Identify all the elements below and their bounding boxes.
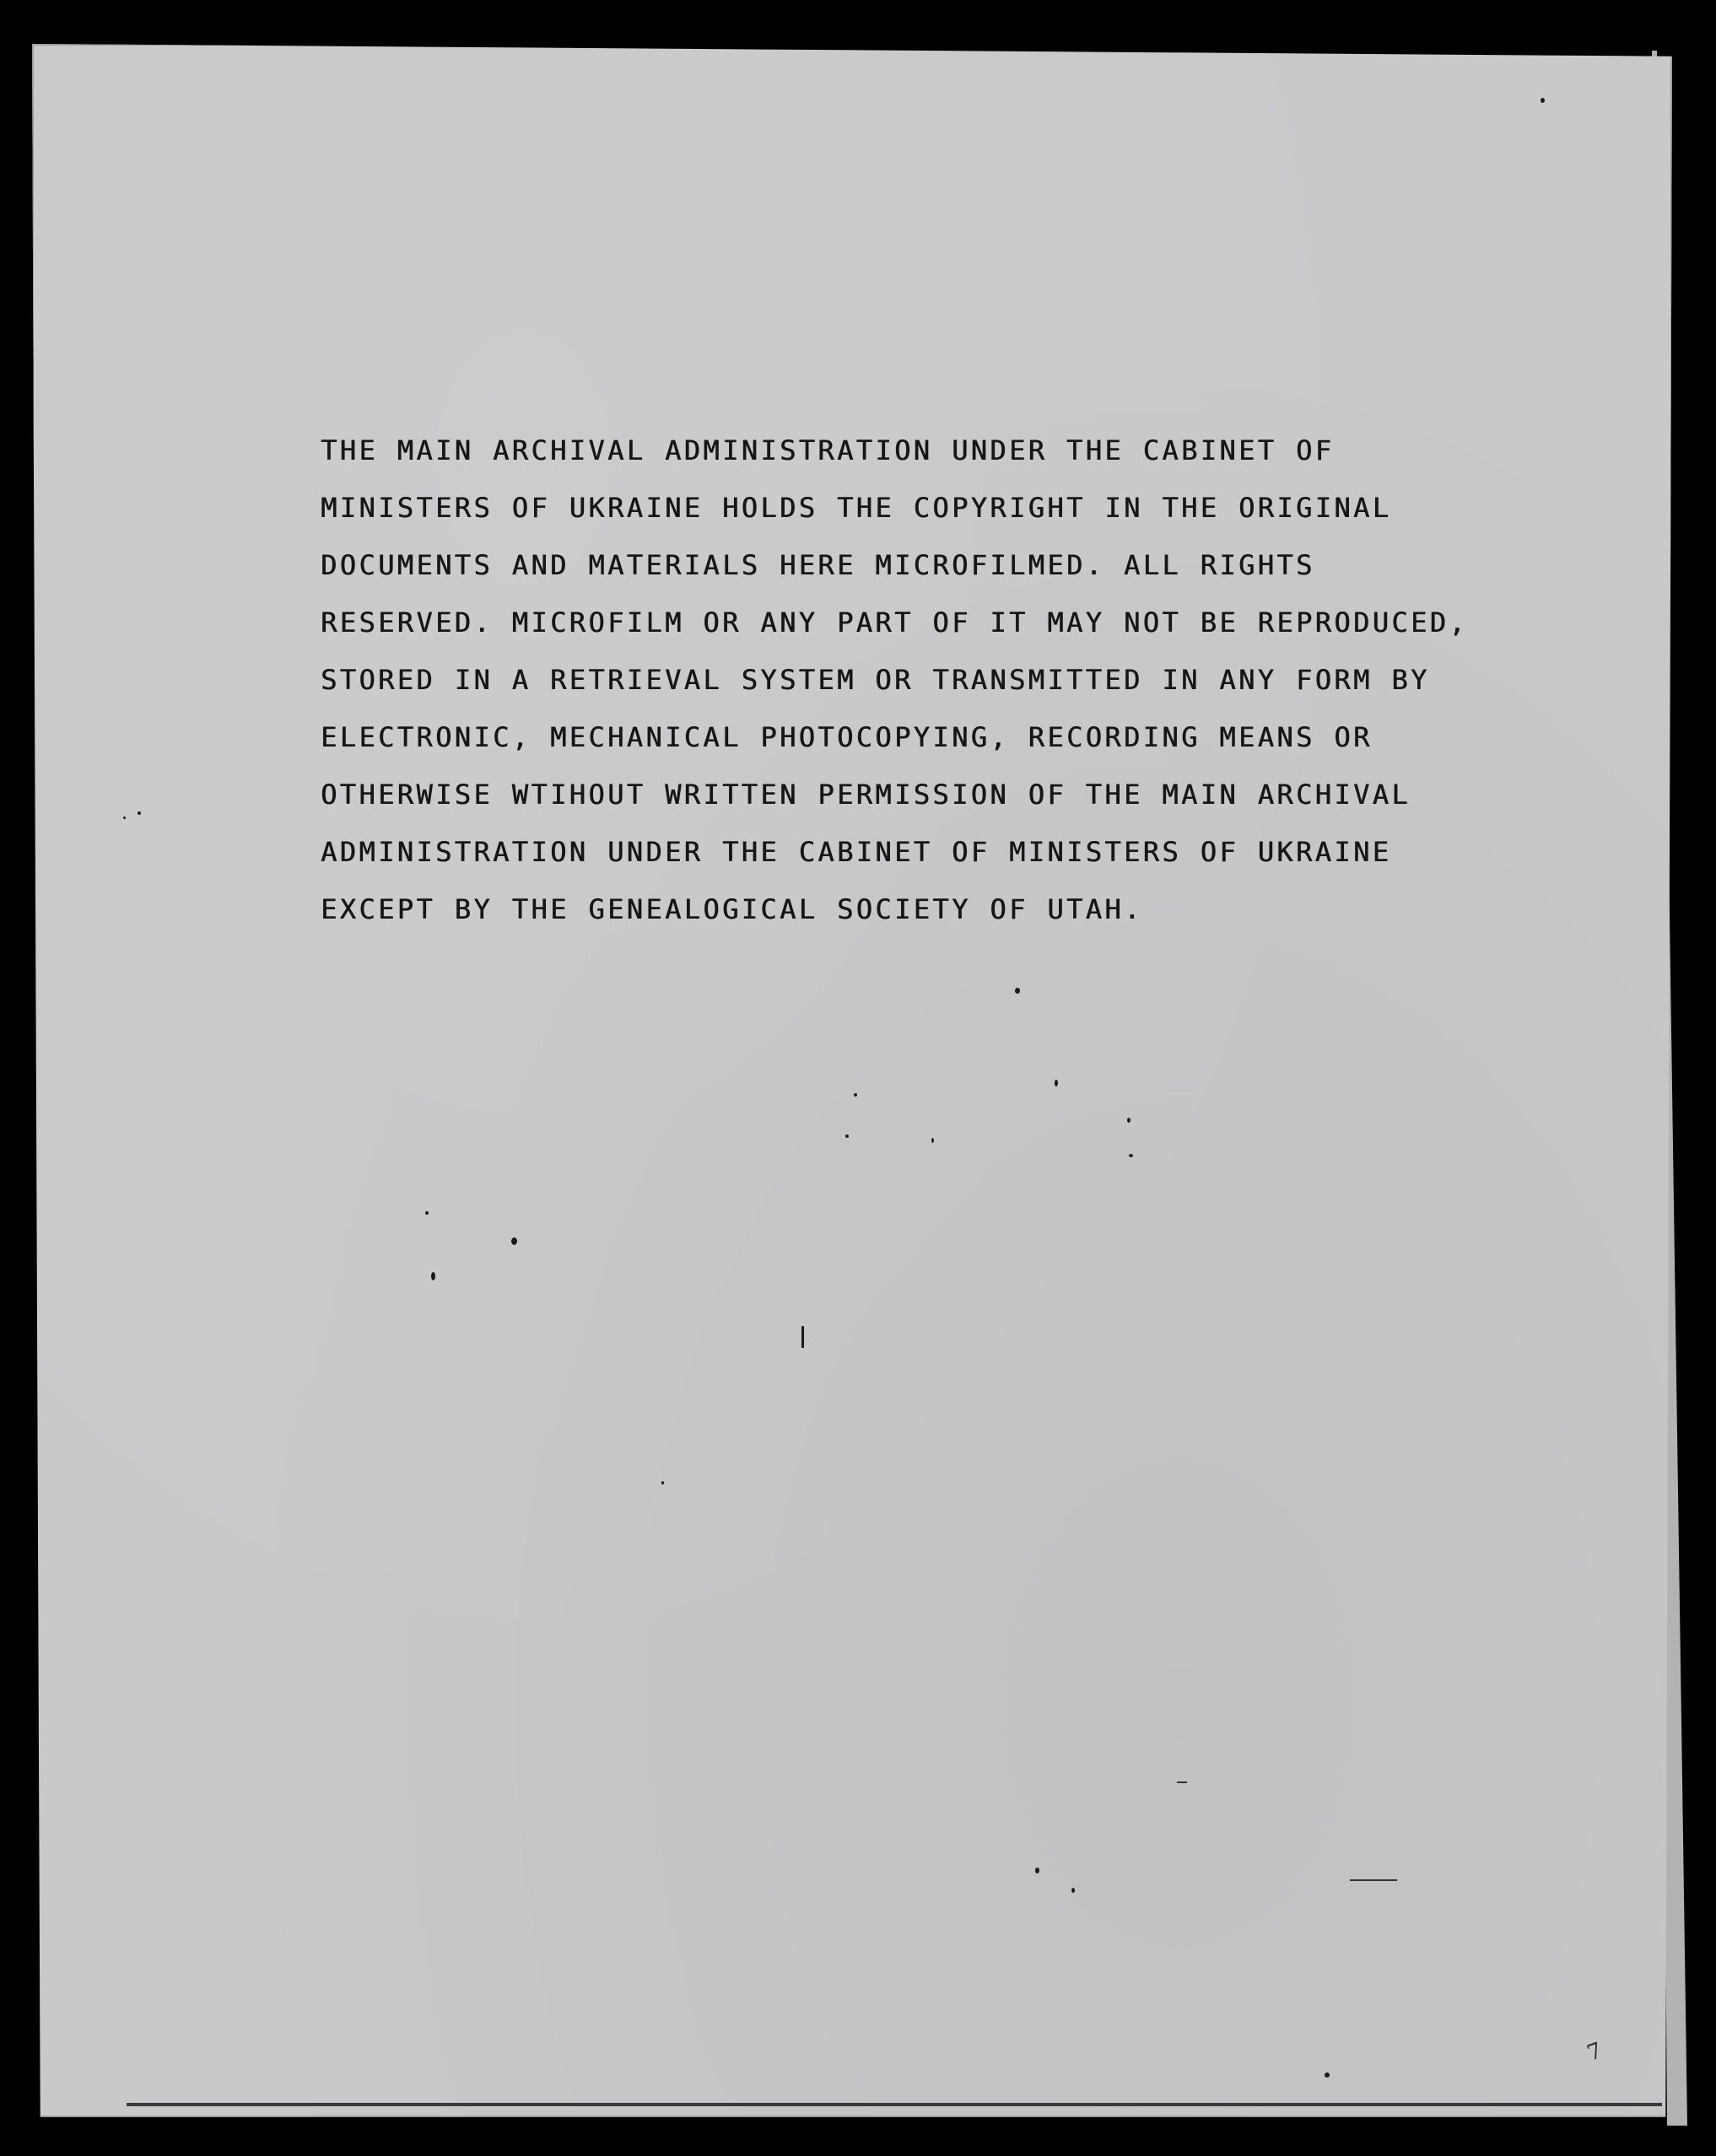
- scan-speck: [801, 1326, 804, 1348]
- scan-speck: [1015, 988, 1020, 994]
- notice-line: DOCUMENTS AND MATERIALS HERE MICROFILMED. ALL RIGHTS: [321, 549, 1315, 581]
- scan-speck: [123, 817, 126, 819]
- corner-page-mark: 7: [1584, 2038, 1606, 2067]
- notice-line: STORED IN A RETRIEVAL SYSTEM OR TRANSMITTED IN ANY FORM BY: [321, 664, 1430, 696]
- scan-speck: [1541, 98, 1545, 103]
- scan-speck: [1035, 1868, 1039, 1873]
- sheet-bottom-edge: [127, 2103, 1662, 2106]
- scan-speck: [431, 1272, 435, 1280]
- scan-speck: [425, 1211, 429, 1215]
- scan-speck: [931, 1138, 934, 1143]
- scan-speck: [1055, 1080, 1058, 1086]
- scan-speck: [1325, 2072, 1330, 2078]
- scan-speck: [1177, 1781, 1187, 1783]
- scan-speck: [845, 1135, 849, 1138]
- scan-speck: [1129, 1154, 1133, 1157]
- notice-line: OTHERWISE WTIHOUT WRITTEN PERMISSION OF THE MAIN ARCHIVAL: [321, 779, 1411, 811]
- scan-speck: [1350, 1879, 1397, 1881]
- notice-line: RESERVED. MICROFILM OR ANY PART OF IT MAY NOT BE REPRODUCED,: [321, 606, 1468, 639]
- scan-speck: [138, 811, 141, 815]
- notice-line: ADMINISTRATION UNDER THE CABINET OF MINISTERS OF UKRAINE: [321, 836, 1392, 868]
- scan-speck: [661, 1481, 664, 1485]
- notice-line: ELECTRONIC, MECHANICAL PHOTOCOPYING, RECORDING MEANS OR: [321, 721, 1373, 753]
- scan-speck: [1127, 1118, 1131, 1123]
- scan-speck: [854, 1093, 857, 1097]
- notice-line: EXCEPT BY THE GENEALOGICAL SOCIETY OF UTAH.: [321, 893, 1143, 925]
- notice-line: MINISTERS OF UKRAINE HOLDS THE COPYRIGHT IN THE ORIGINAL: [321, 492, 1392, 524]
- notice-line: THE MAIN ARCHIVAL ADMINISTRATION UNDER THE CABINET OF: [321, 434, 1335, 466]
- scan-speck: [1071, 1888, 1075, 1893]
- document-sheet: [32, 44, 1672, 2117]
- copyright-notice: [321, 422, 1519, 938]
- scan-speck: [511, 1237, 517, 1245]
